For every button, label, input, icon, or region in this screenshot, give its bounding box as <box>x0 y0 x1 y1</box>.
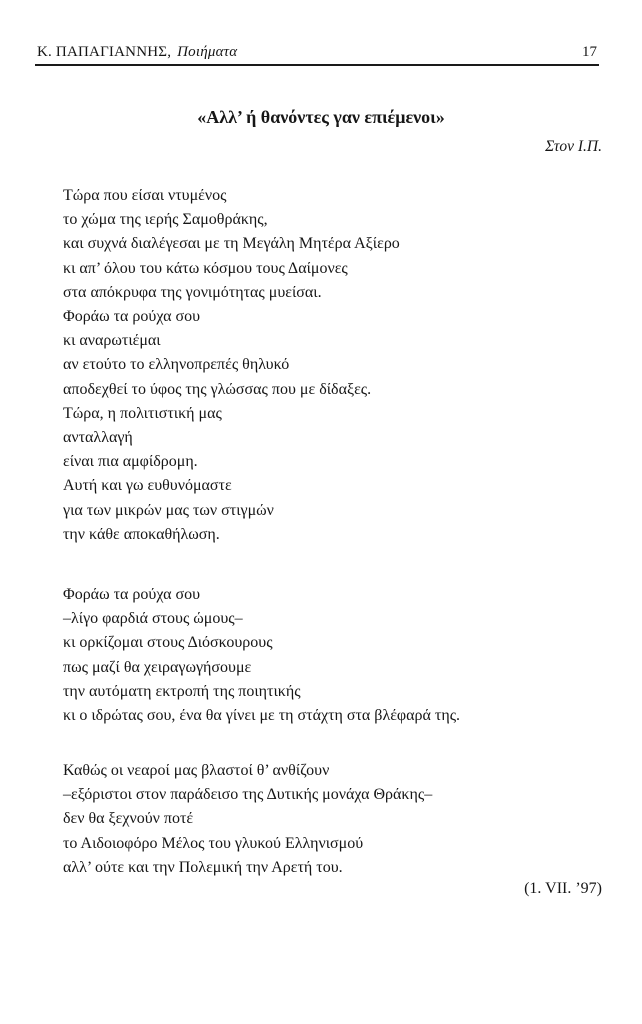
poem-line: Τώρα που είσαι ντυμένος <box>63 187 227 204</box>
poem-title: «Αλλ’ ή θανόντες γαν επιέμενοι» <box>197 107 445 127</box>
poem-line: Τώρα, η πολιτιστική μας <box>63 404 222 422</box>
poem-line: για των μικρών μας των στιγμών <box>63 501 274 519</box>
poem-line: Φοράω τα ρούχα σου <box>63 308 200 326</box>
poem-line: αποδεχθεί το ύφος της γλώσσας που με δίδαξες. <box>63 380 372 398</box>
author-name: Κ. ΠΑΠΑΓΙΑΝΝΗΣ, Ποιήματα <box>37 44 238 60</box>
poem-line: είναι πια αμφίδρομη. <box>63 453 198 471</box>
dedication: Στον Ι.Π. <box>545 138 602 155</box>
running-head <box>37 41 599 63</box>
poem-line: Καθώς οι νεαροί μας βλαστοί θ’ ανθίζουν <box>63 762 330 779</box>
poem-line: αν ετούτο το ελληνοπρεπές θηλυκό <box>63 356 290 374</box>
poem-line: –λίγο φαρδιά στους ώμους– <box>63 610 243 628</box>
poem-line: την αυτόματη εκτροπή της ποιητικής <box>63 682 301 700</box>
poem-line: πως μαζί θα χειραγωγήσουμε <box>63 658 252 676</box>
page-number: 17 <box>582 44 597 60</box>
poem-line: δεν θα ξεχνούν ποτέ <box>63 810 194 828</box>
stanza-1 <box>63 184 400 547</box>
poem-line: αλλ’ ούτε και την Πολεμική την Αρετή του. <box>63 858 343 876</box>
poem-line: κι ο ιδρώτας σου, ένα θα γίνει με τη στάχτη στα βλέφαρά της. <box>63 707 461 725</box>
stanza-2 <box>63 583 460 728</box>
poem-line: στα απόκρυφα της γονιμότητας μυείσαι. <box>63 283 322 301</box>
poem-line: ανταλλαγή <box>63 429 133 447</box>
poem-date: (1. VII. ’97) <box>524 880 602 897</box>
poem-line: και συχνά διαλέγεσαι με τη Μεγάλη Μητέρα Αξίερο <box>63 235 400 253</box>
stanza-3 <box>63 759 432 880</box>
poem-line: κι ορκίζομαι στους Διόσκουρους <box>63 634 273 652</box>
book-title: Ποιήματα <box>177 44 238 60</box>
poem-line: το χώμα της ιερής Σαμοθράκης, <box>63 211 268 229</box>
poem-line: Αυτή και γω ευθυνόμαστε <box>63 477 232 495</box>
poem-line: –εξόριστοι στον παράδεισο της Δυτικής μονάχα Θράκης– <box>63 786 433 804</box>
poem-line: κι απ’ όλου του κάτω κόσμου τους Δαίμονες <box>63 259 348 277</box>
poem-line: κι αναρωτιέμαι <box>63 332 161 350</box>
poem-line: το Αιδοιοφόρο Μέλος του γλυκού Ελληνισμού <box>63 834 364 852</box>
poem-line: την κάθε αποκαθήλωση. <box>63 525 220 543</box>
header-rule <box>35 64 599 66</box>
poem-line: Φοράω τα ρούχα σου <box>63 586 200 603</box>
